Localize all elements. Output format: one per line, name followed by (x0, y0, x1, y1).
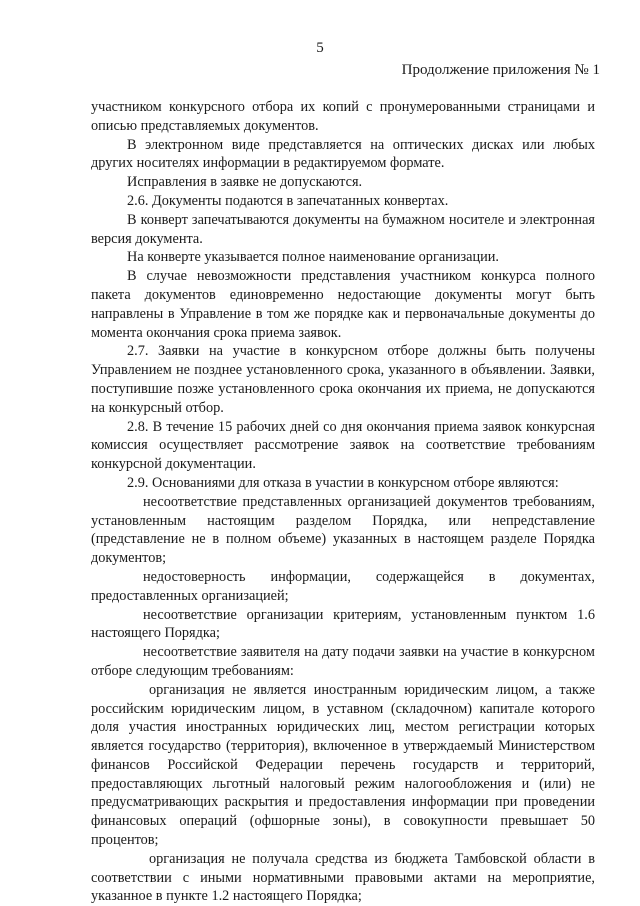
paragraph: Исправления в заявке не допускаются. (127, 174, 363, 191)
page-number: 5 (316, 40, 324, 56)
paragraph: В электронном виде представляется на оптических дисках или любых других носителях информации в редактируемом формате. (91, 136, 595, 172)
list-item: несоответствие представленных организацией документов требованиям, установленным настоящим разделом Порядка, или непредставление (представление не в полном объеме) указанных в настоящем разделе Порядка документов; (91, 493, 595, 567)
paragraph: 2.9. Основаниями для отказа в участии в конкурсном отборе являются: (127, 474, 559, 491)
paragraph: В случае невозможности представления участником конкурса полного пакета документов единовременно недостающие документы могут быть направлены в Управление в том же порядке как и первоначальные документы до момента окончания срока приема заявок. (91, 268, 595, 341)
document-body (91, 98, 595, 906)
paragraph: В конверт запечатываются документы на бумажном носителе и электронная версия документа. (91, 211, 595, 247)
list-item: несоответствие организации критериям, установленным пунктом 1.6 настоящего Порядка; (91, 606, 595, 642)
list-item: несоответствие заявителя на дату подачи заявки на участие в конкурсном отборе следующим требованиям: (91, 644, 595, 679)
list-item: недостоверность информации, содержащейся в документах, предоставленных организацией; (91, 568, 595, 604)
paragraph: 2.7. Заявки на участие в конкурсном отборе должны быть получены Управлением не позднее установленного срока, указанного в объявлении. Заявки, поступившие позже установленного срока окончания их приема, не допускаются на конкурсный отбор. (91, 343, 595, 416)
paragraph: участником конкурсного отбора их копий с пронумерованными страницами и описью представляемых документов. (91, 99, 595, 134)
paragraph: 2.6. Документы подаются в запечатанных конвертах. (127, 192, 449, 209)
paragraph: На конверте указывается полное наименование организации. (127, 249, 499, 266)
paragraph: 2.8. В течение 15 рабочих дней со дня окончания приема заявок конкурсная комиссия осуществляет рассмотрение заявок на соответствие требованиям конкурсной документации. (91, 418, 595, 473)
list-item: организация не является иностранным юридическим лицом, а также российским юридическим лицом, в уставном (складочном) капитале которого доля участия иностранных юридических лиц, местом регистрации которых является государство (территория), включенное в утверждаемый Министерством финансов Российской Федерации перечень государств и территорий, предоставляющих льготный налоговый режим налогообложения и (или) не предусматривающих раскрытия и предоставления информации при проведении финансовых операций (офшорные зоны), в совокупности превышает 50 процентов; (91, 681, 595, 849)
list-item: организация не получала средства из бюджета Тамбовской области в соответствии с иными нормативными правовыми актами на мероприятие, указанное в пункте 1.2 настоящего Порядка; (91, 850, 595, 905)
appendix-continuation-header: Продолжение приложения № 1 (401, 62, 600, 78)
